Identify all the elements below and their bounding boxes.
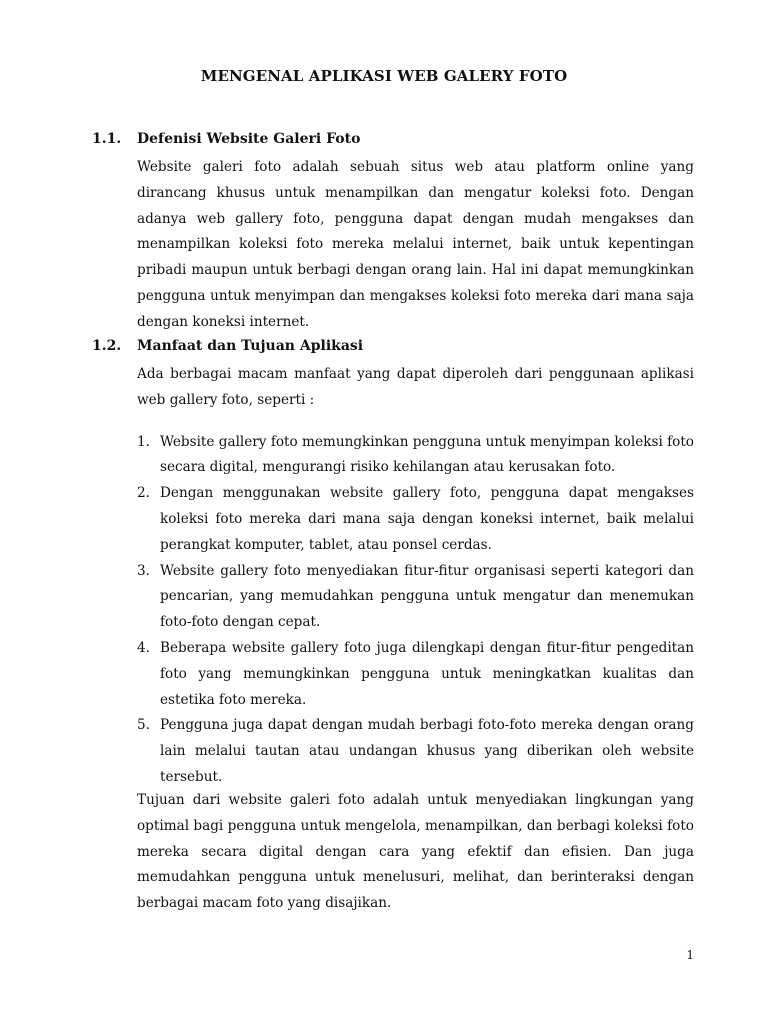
section-heading xyxy=(92,131,696,155)
list-item-text: Beberapa website gallery foto juga dilengkapi dengan fitur-fitur pengeditan foto yang memungkinkan pengguna untuk meningkatkan kualitas dan estetika foto mereka. xyxy=(160,639,694,708)
section-number: 1.1. xyxy=(92,131,122,147)
list-item-number: 4. xyxy=(137,639,150,656)
list-item-number: 3. xyxy=(137,562,150,579)
list-item-text: Website gallery foto memungkinkan pengguna untuk menyimpan koleksi foto secara digital, mengurangi risiko kehilangan atau kerusakan foto. xyxy=(160,433,694,476)
list-item xyxy=(137,430,694,482)
section-number: 1.2. xyxy=(92,338,122,354)
list-item xyxy=(137,559,694,636)
benefits-list xyxy=(137,430,694,791)
document-title: MENGENAL APLIKASI WEB GALERY FOTO xyxy=(200,67,568,85)
list-item xyxy=(137,713,694,790)
section-title: Defenisi Website Galeri Foto xyxy=(137,131,361,147)
list-item-number: 1. xyxy=(137,433,150,450)
section-paragraph: Website galeri foto adalah sebuah situs web atau platform online yang dirancang khusus untuk menampilkan dan mengatur koleksi foto. Dengan adanya web gallery foto, pengguna dapat dengan mudah mengakses dan menampilkan koleksi foto mereka melalui internet, baik untuk kepentingan pribadi maupun untuk berbagi dengan orang lain. Hal ini dapat memungkinkan pengguna untuk menyimpan dan mengakses koleksi foto mereka dari mana saja dengan koneksi internet. xyxy=(137,159,694,330)
list-item xyxy=(137,636,694,713)
list-item-text: Pengguna juga dapat dengan mudah berbagi foto-foto mereka dengan orang lain melalui tautan atau undangan khusus yang diberikan oleh website tersebut. xyxy=(160,717,694,785)
list-item xyxy=(137,481,694,558)
list-item-text: Website gallery foto menyediakan fitur-fitur organisasi seperti kategori dan pencarian, yang memudahkan pengguna untuk mengatur dan menemukan foto-foto dengan cepat. xyxy=(160,562,694,631)
section-paragraph: Ada berbagai macam manfaat yang dapat diperoleh dari penggunaan aplikasi web gallery foto, seperti : xyxy=(137,366,694,408)
page-number: 1 xyxy=(686,948,694,962)
list-item-number: 5. xyxy=(137,717,150,734)
section-heading xyxy=(92,338,696,362)
section-1-1 xyxy=(92,131,696,336)
list-item-number: 2. xyxy=(137,485,150,502)
section-1-2 xyxy=(92,338,696,807)
section-title: Manfaat dan Tujuan Aplikasi xyxy=(137,338,364,354)
list-item-text: Dengan menggunakan website gallery foto, pengguna dapat mengakses koleksi foto mereka dari mana saja dengan koneksi internet, baik melalui perangkat komputer, tablet, atau ponsel cerdas. xyxy=(160,485,694,553)
closing-paragraph: Tujuan dari website galeri foto adalah untuk menyediakan lingkungan yang optimal bagi pengguna untuk mengelola, menampilkan, dan berbagi koleksi foto mereka secara digital dengan cara yang efektif dan efisien. Dan juga memudahkan pengguna untuk menelusuri, melihat, dan berinteraksi dengan berbagai macam foto yang disajikan. xyxy=(137,792,694,912)
